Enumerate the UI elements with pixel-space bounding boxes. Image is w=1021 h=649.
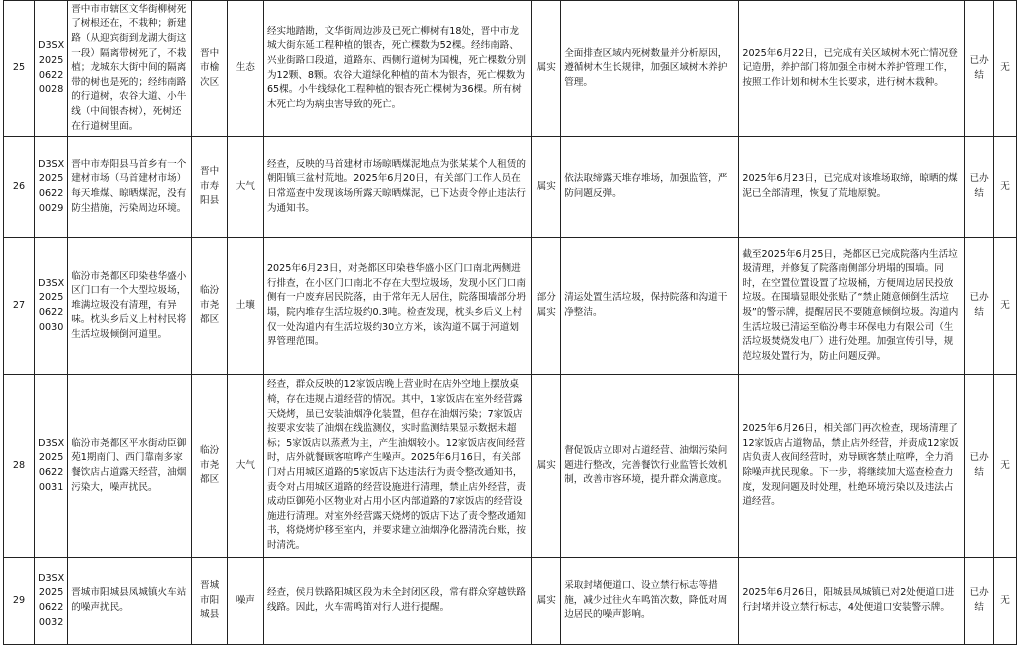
status: 已办结	[965, 375, 994, 558]
table-row	[4, 558, 1017, 645]
table-row	[4, 238, 1017, 375]
verdict: 部分属实	[532, 238, 561, 375]
row-number: 29	[4, 558, 35, 645]
table-body	[4, 1, 1017, 645]
verdict: 属实	[532, 137, 561, 238]
row-number: 28	[4, 375, 35, 558]
complaint-content: 晋中市寿阳县马首乡有一个建材市场（马首建材市场）每天堆煤、晾晒煤泥，没有防尘措施，污染周边环境。	[68, 137, 192, 238]
table-row	[4, 137, 1017, 238]
handling-measure: 依法取缔露天堆存堆场，加强监管，严防问题反弹。	[561, 137, 739, 238]
pollution-type: 大气	[227, 137, 263, 238]
complaint-content: 晋中市市辖区文华街柳树死了树根还在，不栽种；新建路（从迎宾街到龙湖大街这一段）隔离带树死了，不栽植；龙城东大街中间的隔离带的树也是死的；经纬南路的行道树，农谷大道、小牛线（中间银杏树），死树还在行道树里面。	[68, 1, 192, 137]
table-row	[4, 375, 1017, 558]
handling-measure: 清运处置生活垃圾，保持院落和沟道干净整洁。	[561, 238, 739, 375]
region: 临汾市尧都区	[192, 375, 227, 558]
investigation-finding: 经实地踏勘，文华街周边涉及已死亡柳树有18处，晋中市龙城大街东延工程种植的银杏，死亡棵数为52棵。经纬南路、兴业街路口段道，道路东、西侧行道树为国槐，死亡棵数分别为12颗、8颗。农谷大道绿化种植的苗木为银杏，死亡棵数为65棵。小牛线绿化工程种植的银杏死亡棵树为36棵。所有树木死亡均为病虫害导致的死亡。	[263, 1, 531, 137]
pollution-type: 大气	[227, 375, 263, 558]
handling-result: 截至2025年6月25日，尧都区已完成院落内生活垃圾清理，并修复了院落南侧部分坍塌的围墙。同时，在空置位置设置了垃圾桶，方便周边居民投放垃圾。在围墙显眼处张贴了“禁止随意倾倒生活垃圾”的警示牌，提醒居民不要随意倾倒垃圾。沟道内生活垃圾已清运至临汾粤丰环保电力有限公司（生活垃圾焚烧发电厂）进行处理。加强宣传引导，规范垃圾处置行为，防止问题反弹。	[739, 238, 965, 375]
handling-measure: 督促饭店立即对占道经营、油烟污染问题进行整改，完善餐饮行业监管长效机制，改善市容环境，提升群众满意度。	[561, 375, 739, 558]
complaint-table	[3, 0, 1017, 645]
handling-result: 2025年6月26日，相关部门再次检查，现场清理了12家饭店占道物品，禁止店外经营，并责成12家饭店负责人夜间经营时，劝导顾客禁止喧哗，全力消除噪声扰民现象。下一步，将继续加大巡查检查力度，发现问题及时处理，杜绝环境污染以及违法占道经营。	[739, 375, 965, 558]
row-number: 26	[4, 137, 35, 238]
table-row	[4, 1, 1017, 137]
accountability: 无	[994, 137, 1017, 238]
case-code: D3SX202506220028	[35, 1, 68, 137]
accountability: 无	[994, 238, 1017, 375]
verdict: 属实	[532, 558, 561, 645]
region: 晋城市阳城县	[192, 558, 227, 645]
investigation-finding: 经查，侯月铁路阳城区段为未全封闭区段，常有群众穿越铁路线路。因此，火车需鸣笛对行人进行提醒。	[263, 558, 531, 645]
status: 已办结	[965, 1, 994, 137]
pollution-type: 生态	[227, 1, 263, 137]
pollution-type: 土壤	[227, 238, 263, 375]
handling-result: 2025年6月26日，阳城县凤城镇已对2处便道口进行封堵并设立禁行标志，4处便道口安装警示牌。	[739, 558, 965, 645]
pollution-type: 噪声	[227, 558, 263, 645]
accountability: 无	[994, 1, 1017, 137]
case-code: D3SX202506220030	[35, 238, 68, 375]
verdict: 属实	[532, 1, 561, 137]
investigation-finding: 经查，反映的马首建材市场晾晒煤泥地点为张某某个人租赁的朝阳镇三盆村荒地。2025年6月20日，有关部门工作人员在日常巡查中发现该场所露天晾晒煤泥，已下达责令停止违法行为通知书。	[263, 137, 531, 238]
region: 临汾市尧都区	[192, 238, 227, 375]
accountability: 无	[994, 558, 1017, 645]
region: 晋中市榆次区	[192, 1, 227, 137]
complaint-content: 晋城市阳城县凤城镇火车站的噪声扰民。	[68, 558, 192, 645]
handling-measure: 采取封堵便道口、设立禁行标志等措施，减少过往火车鸣笛次数，降低对周边居民的噪声影响。	[561, 558, 739, 645]
complaint-content: 临汾市尧都区印染巷华盛小区门口有一个大型垃圾场，堆满垃圾没有清理，有异味。枕头乡后义上村村民将生活垃圾倾倒河道里。	[68, 238, 192, 375]
case-code: D3SX202506220029	[35, 137, 68, 238]
handling-result: 2025年6月22日，已完成有关区域树木死亡情况登记造册，养护部门将加强全市树木养护管理工作，按照工作计划和树木生长要求，进行树木栽种。	[739, 1, 965, 137]
verdict: 属实	[532, 375, 561, 558]
region: 晋中市寿阳县	[192, 137, 227, 238]
complaint-content: 临汾市尧都区平水街动臣御苑1期南门、西门靠南多家餐饮店占道露天经营，油烟污染大，噪声扰民。	[68, 375, 192, 558]
row-number: 27	[4, 238, 35, 375]
handling-result: 2025年6月23日，已完成对该堆场取缔，晾晒的煤泥已全部清理，恢复了荒地原貌。	[739, 137, 965, 238]
accountability: 无	[994, 375, 1017, 558]
case-code: D3SX202506220032	[35, 558, 68, 645]
handling-measure: 全面排查区域内死树数量并分析原因，遵循树木生长规律，加强区域树木养护管理。	[561, 1, 739, 137]
status: 已办结	[965, 137, 994, 238]
status: 已办结	[965, 558, 994, 645]
investigation-finding: 2025年6月23日，对尧都区印染巷华盛小区门口南北两侧进行排查，在小区门口南北不存在大型垃圾场，发现小区门口南侧有一户废弃居民院落，由于常年无人居住，院落围墙部分坍塌，院内堆存生活垃圾约0.3吨。检查发现，枕头乡后义上村仅一处沟道内有生活垃圾约30立方米，该沟道不属于河道划界管理范围。	[263, 238, 531, 375]
status: 已办结	[965, 238, 994, 375]
investigation-finding: 经查，群众反映的12家饭店晚上营业时在店外空地上摆放桌椅，存在违规占道经营的情况。其中，1家饭店在室外经营露天烧烤，虽已安装油烟净化装置，但存在油烟污染；7家饭店按要求安装了油烟在线监测仪，实时监测结果显示数据未超标；5家饭店以蒸煮为主，产生油烟较小。12家饭店夜间经营时，店外就餐顾客喧哗产生噪声。2025年6月16日，有关部门对占用城区道路的5家饭店下达违法行为责令整改通知书，责令对占用城区道路的经营设施进行清理，禁止店外经营，责成动臣御苑小区物业对占用小区内部道路的7家饭店的经营设施进行清理。对室外经营露天烧烤的饭店下达了责令整改通知书，将烧烤炉移至室内，并要求建立油烟净化器清洗台账，按时清洗。	[263, 375, 531, 558]
case-code: D3SX202506220031	[35, 375, 68, 558]
row-number: 25	[4, 1, 35, 137]
